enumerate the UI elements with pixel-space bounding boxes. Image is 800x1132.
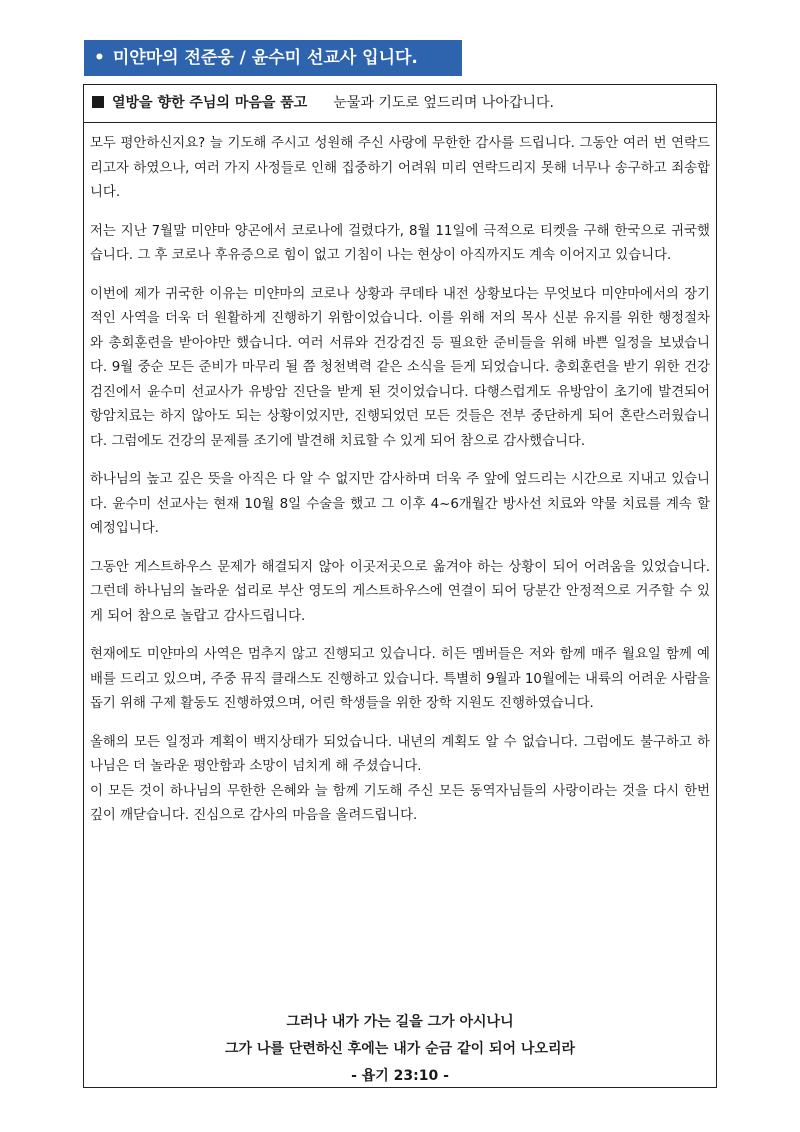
paragraph-thanks: 이 모든 것이 하나님의 무한한 은혜와 늘 함께 기도해 주신 모든 동역자님들의 사랑이라는 것을 다시 한번 깊이 깨닫습니다. 진심으로 감사의 마음을 올려드립니다. [90,783,710,823]
paragraph-return-reason: 이번에 제가 귀국한 이유는 미얀마의 코로나 상황과 쿠데타 내전 상황보다는 무엇보다 미얀마에서의 장기적인 사역을 더욱 더 원활하게 진행하기 위함이었습니다. 이를 위해 저의 목사 신분 유지를 위한 행정절차와 총회훈련을 받아야만 했습니다. 여러 서류와 건강검진 등 필요한 준비들을 위해 바쁜 일정을 보냈습니다. 9월 중순 모든 준비가 마무리 될 쯤 청천벽력 같은 소식을 듣게 되었습니다. 총회훈련을 받기 위한 건강검진에서 윤수미 선교사가 유방암 진단을 받게 된 것이었습니다. 다행스럽게도 유방암이 초기에 발견되어 항암치료는 하지 않아도 되는 상황이었지만, 진행되었던 모든 것들은 전부 중단하게 되어 혼란스러웠습니다. 그럼에도 건강의 문제를 조기에 발견해 치료할 수 있게 되어 참으로 감사했습니다. [90,286,710,449]
verse-line-2: 그가 나를 단련하신 후에는 내가 순금 같이 되어 나오리라 [224,1041,576,1057]
scripture-verse [84,1009,716,1090]
letter-frame [83,84,717,1088]
bullet-icon: • [94,48,105,68]
paragraph-greeting: 모두 평안하신지요? 늘 기도해 주시고 성원해 주신 사랑에 무한한 감사를 드립니다. 그동안 여러 번 연락드리고자 하였으나, 여러 가지 사정들로 인해 집중하기 어려워 미리 연락드리지 못해 너무나 송구하고 죄송합니다. [90,136,710,200]
verse-reference: - 욥기 23:10 - [351,1068,449,1084]
square-bullet-icon [92,96,104,108]
paragraph-treatment: 하나님의 높고 깊은 뜻을 아직은 다 알 수 없지만 감사하며 더욱 주 앞에 엎드리는 시간으로 지내고 있습니다. 윤수미 선교사는 현재 10월 8일 수술을 했고 그 이후 4~6개월간 방사선 치료와 약물 치료를 계속 할 예정입니다. [90,472,710,536]
page-title: 미얀마의 전준웅 / 윤수미 선교사 입니다. [112,48,418,68]
letter-heading: 열방을 향한 주님의 마음을 품고 [112,95,308,111]
verse-line-1: 그러나 내가 가는 길을 그가 아시나니 [286,1014,514,1030]
paragraph-ministry: 현재에도 미얀마의 사역은 멈추지 않고 진행되고 있습니다. 히든 멤버들은 저와 함께 매주 월요일 함께 예배를 드리고 있으며, 주중 뮤직 클래스도 진행하고 있습니다. 특별히 9월과 10월에는 내륙의 어려운 사람을 돕기 위해 구제 활동도 진행하였으며, 어린 학생들을 위한 장학 지원도 진행하였습니다. [90,647,710,711]
paragraph-covid: 저는 지난 7월말 미얀마 양곤에서 코로나에 걸렸다가, 8월 11일에 극적으로 티켓을 구해 한국으로 귀국했습니다. 그 후 코로나 후유증으로 힘이 없고 기침이 나는 현상이 아직까지도 계속 이어지고 있습니다. [90,223,710,263]
letter-header [84,85,716,123]
letter-subtitle: 눈물과 기도로 엎드리며 나아갑니다. [333,95,554,111]
letter-body [84,123,716,829]
page-title-banner [84,40,462,76]
paragraph-plans: 올해의 모든 일정과 계획이 백지상태가 되었습니다. 내년의 계획도 알 수 없습니다. 그럼에도 불구하고 하나님은 더 놀라운 평안함과 소망이 넘치게 해 주셨습니다. [90,734,710,774]
paragraph-guesthouse: 그동안 게스트하우스 문제가 해결되지 않아 이곳저곳으로 옮겨야 하는 상황이 되어 어려움을 있었습니다. 그런데 하나님의 놀라운 섭리로 부산 영도의 게스트하우스에 연결이 되어 당분간 안정적으로 거주할 수 있게 되어 참으로 놀랍고 감사드립니다. [90,559,710,624]
